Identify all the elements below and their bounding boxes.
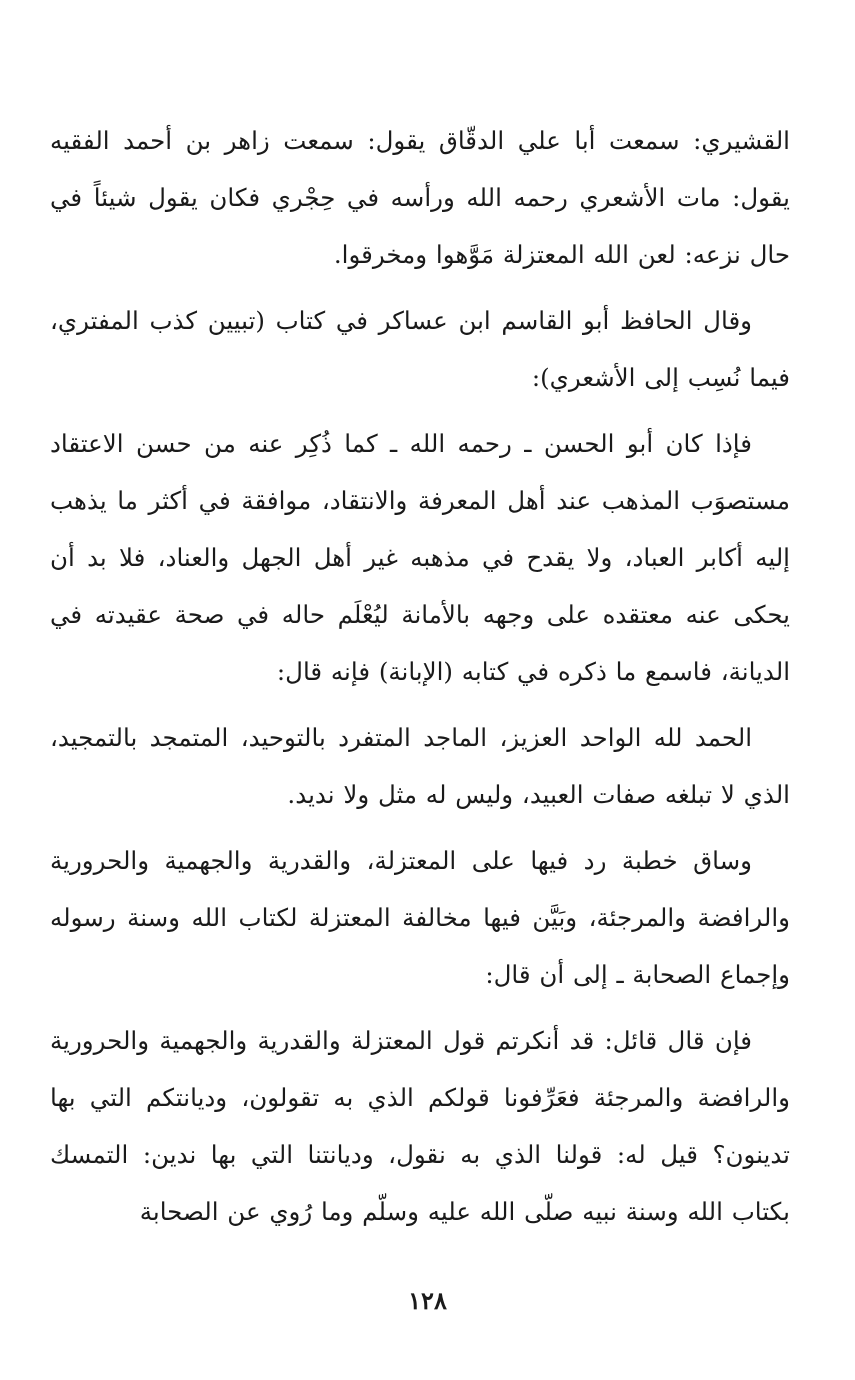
paragraph-1: القشيري: سمعت أبا علي الدقّاق يقول: سمعت زاهر بن أحمد الفقيه يقول: مات الأشعري رحمه الله ورأسه في حِجْري فكان يقول شيئاً في حال نزعه: لعن الله المعتزلة مَوَّهوا ومخرقوا.: [50, 126, 790, 269]
page-body: [50, 112, 790, 1249]
paragraph-2: وقال الحافظ أبو القاسم ابن عساكر في كتاب (تبيين كذب المفتري، فيما نُسِب إلى الأشعري):: [50, 306, 790, 392]
paragraph-4: الحمد لله الواحد العزيز، الماجد المتفرد بالتوحيد، المتمجد بالتمجيد، الذي لا تبلغه صفات العبيد، وليس له مثل ولا نديد.: [50, 723, 790, 809]
paragraph-3: فإذا كان أبو الحسن ـ رحمه الله ـ كما ذُكِر عنه من حسن الاعتقاد مستصوَب المذهب عند أهل المعرفة والانتقاد، موافقة في أكثر ما يذهب إليه أكابر العباد، ولا يقدح في مذهبه غير أهل الجهل والعناد، فلا بد أن يحكى عنه معتقده على وجهه بالأمانة ليُعْلَم حاله في صحة عقيدته في الديانة، فاسمع ما ذكره في كتابه (الإبانة) فإنه قال:: [50, 429, 790, 686]
page-number: ١٢٨: [408, 1286, 447, 1315]
paragraph-6: فإن قال قائل: قد أنكرتم قول المعتزلة والقدرية والجهمية والحرورية والرافضة والمرجئة فعَرِّفونا قولكم الذي به تقولون، وديانتكم التي بها تدينون؟ قيل له: قولنا الذي به نقول، وديانتنا التي بها ندين: التمسك بكتاب الله وسنة نبيه صلّى الله عليه وسلّم وما رُوي عن الصحابة: [50, 1026, 790, 1226]
paragraph-5: وساق خطبة رد فيها على المعتزلة، والقدرية والجهمية والحرورية والرافضة والمرجئة، وبَيَّن فيها مخالفة المعتزلة لكتاب الله وسنة رسوله وإجماع الصحابة ـ إلى أن قال:: [50, 846, 790, 989]
